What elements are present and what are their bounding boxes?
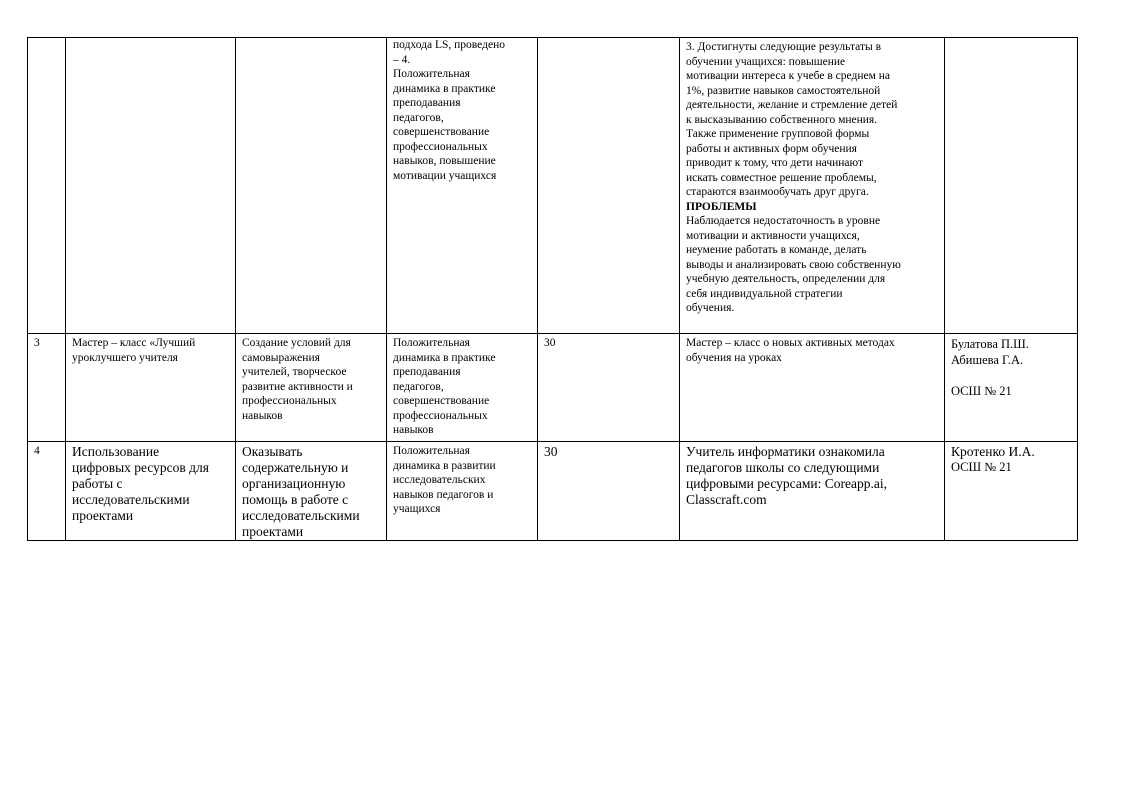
- problems-text: Наблюдается недостаточность в уровне мотивации и активности учащихся, неумение работать в команде, делать выводы и анализировать свою собственную учебную деятельность, определении для себя индивидуальной стратегии обучения.: [686, 215, 901, 314]
- responsible-name: Кротенко И.А.: [951, 444, 1035, 459]
- result-cell: Положительная динамика в практике преподавания педагогов, совершенствование профессиональных навыков: [387, 334, 538, 442]
- event-cell: Мастер – класс «Лучший уроклучшего учителя: [66, 334, 236, 442]
- table-row: [28, 38, 1078, 334]
- responsible-cell: [945, 442, 1078, 541]
- responsible-school: ОСШ № 21: [951, 460, 1012, 474]
- goal-cell: Создание условий для самовыражения учителей, творческое развитие активности и профессиональных навыков: [236, 334, 387, 442]
- responsible-cell: [945, 334, 1078, 442]
- responsible-cell: [945, 38, 1078, 334]
- goal-cell: Оказывать содержательную и организационную помощь в работе с исследовательскими проектами: [236, 442, 387, 541]
- description-cell: Учитель информатики ознакомила педагогов школы со следующими цифровыми ресурсами: Coreapp.ai, Classcraft.com: [680, 442, 945, 541]
- count-cell: 30: [538, 442, 680, 541]
- goal-cell: [236, 38, 387, 334]
- row-number-cell: [28, 38, 66, 334]
- event-cell: [66, 38, 236, 334]
- row-number-cell: 4: [28, 442, 66, 541]
- responsible-names: Булатова П.Ш. Абишева Г.А.: [951, 337, 1029, 367]
- problems-heading: ПРОБЛЕМЫ: [686, 200, 757, 213]
- responsible-school: ОСШ № 21: [951, 384, 1012, 398]
- result-cell: подхода LS, проведено – 4. Положительная динамика в практике преподавания педагогов, совершенствование профессиональных навыков, повышение мотивации учащихся: [387, 38, 538, 334]
- count-cell: [538, 38, 680, 334]
- description-text: 3. Достигнуты следующие результаты в обучении учащихся: повышение мотивации интереса к учебе в среднем на 1%, развитие навыков самостоятельной деятельности, желание и стремление детей к высказыванию собственного мнения. Также применение групповой формы работы и активных форм обучения приводит к тому, что дети начинают искать совместное решение проблемы, стараются взаимообучать друг друга.: [686, 41, 898, 198]
- result-cell: Положительная динамика в развитии исследовательских навыков педагогов и учащихся: [387, 442, 538, 541]
- row-number-cell: 3: [28, 334, 66, 442]
- table-row: [28, 442, 1078, 541]
- event-cell: Использование цифровых ресурсов для работы с исследовательскими проектами: [66, 442, 236, 541]
- report-table: [27, 37, 1078, 541]
- description-cell: [680, 38, 945, 334]
- count-cell: 30: [538, 334, 680, 442]
- table-row: [28, 334, 1078, 442]
- description-cell: Мастер – класс о новых активных методах обучения на уроках: [680, 334, 945, 442]
